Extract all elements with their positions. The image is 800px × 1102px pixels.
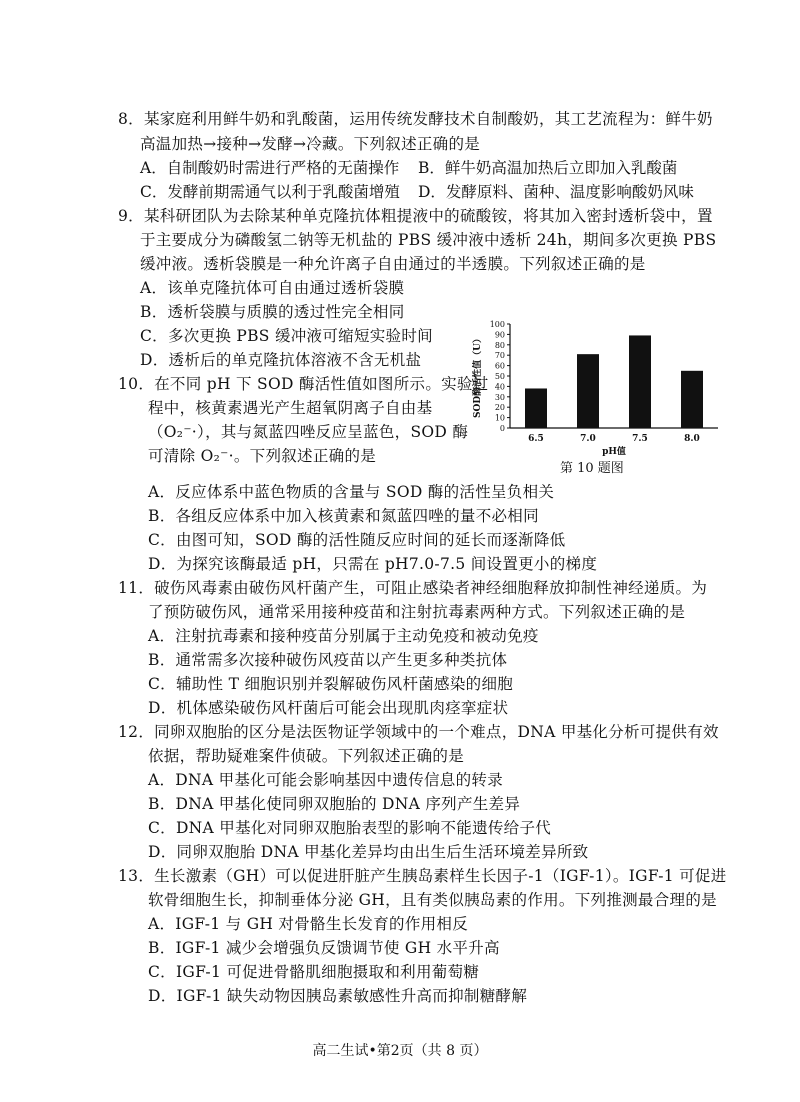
q12-stem-line-1: 12．同卵双胞胎的区分是法医物证学领域中的一个难点，DNA 甲基化分析可提供有效: [118, 723, 719, 741]
q12-option-d: D．同卵双胞胎 DNA 甲基化差异均由出生后生活环境差异所致: [148, 843, 589, 861]
q10-stem-line-2: 程中，核黄素遇光产生超氧阴离子自由基: [148, 399, 433, 417]
q10-stem-line-3: （O₂⁻·），其与氮蓝四唑反应呈蓝色，SOD 酶: [148, 423, 469, 441]
q10-stem-line-1: 10．在不同 pH 下 SOD 酶活性值如图所示。实验过: [118, 375, 489, 393]
page-footer: 高二生试•第2页（共 8 页）: [312, 1043, 488, 1059]
x-tick-label: 8.0: [684, 434, 700, 444]
x-tick-label: 6.5: [528, 434, 544, 444]
y-axis-title: SOD酶活性值（U）: [473, 334, 483, 418]
q8-stem-line-2: 高温加热→接种→发酵→冷藏。下列叙述正确的是: [140, 135, 481, 153]
bar-7.5: [629, 335, 651, 428]
q8-stem-line-1: 8．某家庭利用鲜牛奶和乳酸菌，运用传统发酵技术自制酸奶，其工艺流程为：鲜牛奶: [118, 110, 713, 128]
q12-stem-line-2: 依据，帮助疑难案件侦破。下列叙述正确的是: [148, 747, 465, 765]
q10-option-b: B．各组反应体系中加入核黄素和氮蓝四唑的量不必相同: [148, 507, 539, 525]
q11-option-c: C．辅助性 T 细胞识别并裂解破伤风杆菌感染的细胞: [148, 675, 514, 693]
x-tick-label: 7.0: [580, 434, 596, 444]
y-tick-label: 90: [494, 330, 505, 340]
q9-option-c: C．多次更换 PBS 缓冲液可缩短实验时间: [140, 327, 433, 345]
q13-option-c: C．IGF-1 可促进骨骼肌细胞摄取和利用葡萄糖: [148, 963, 480, 981]
q9-option-d: D．透析后的单克隆抗体溶液不含无机盐: [140, 351, 422, 369]
y-tick-label: 0: [499, 424, 505, 433]
q13-stem-line-2: 软骨细胞生长，抑制垂体分泌 GH，且有类似胰岛素的作用。下列推测最合理的是: [148, 891, 717, 909]
y-tick-label: 10: [494, 413, 505, 423]
q12-option-a: A．DNA 甲基化可能会影响基因中遗传信息的转录: [148, 771, 504, 789]
q8-option-b: B．鲜牛奶高温加热后立即加入乳酸菌: [418, 159, 678, 177]
q8-option-a: A．自制酸奶时需进行严格的无菌操作: [140, 159, 400, 177]
q12-option-c: C．DNA 甲基化对同卵双胞胎表型的影响不能遗传给子代: [148, 819, 552, 837]
bar-6.5: [525, 388, 547, 428]
q9-option-b: B．透析袋膜与质膜的透过性完全相同: [140, 303, 405, 321]
x-tick-label: 7.5: [632, 434, 648, 444]
q9-option-a: A．该单克隆抗体可自由通过透析袋膜: [140, 279, 405, 297]
q11-option-d: D．机体感染破伤风杆菌后可能会出现肌肉痉挛症状: [148, 699, 509, 717]
y-tick-label: 40: [494, 382, 505, 392]
q9-stem-line-3: 缓冲液。透析袋膜是一种允许离子自由通过的半透膜。下列叙述正确的是: [140, 255, 646, 273]
q10-stem-line-4: 可清除 O₂⁻·。下列叙述正确的是: [148, 447, 377, 465]
y-tick-label: 50: [494, 372, 505, 381]
q10-option-c: C．由图可知，SOD 酶的活性随反应时间的延长而逐渐降低: [148, 531, 566, 549]
q9-stem-line-1: 9．某科研团队为去除某种单克隆抗体粗提液中的硫酸铵，将其加入密封透析袋中，置: [118, 207, 713, 225]
y-tick-label: 100: [489, 320, 505, 329]
q13-option-b: B．IGF-1 减少会增强负反馈调节使 GH 水平升高: [148, 939, 500, 957]
y-tick-label: 60: [494, 361, 505, 371]
q13-option-a: A．IGF-1 与 GH 对骨骼生长发育的作用相反: [148, 915, 469, 933]
q12-option-b: B．DNA 甲基化使同卵双胞胎的 DNA 序列产生差异: [148, 795, 521, 813]
y-tick-label: 20: [494, 403, 505, 413]
q11-option-b: B．通常需多次接种破伤风疫苗以产生更多种类抗体: [148, 651, 508, 669]
q8-option-d: D．发酵原料、菌种、温度影响酸奶风味: [418, 183, 694, 201]
q10-option-d: D．为探究该酶最适 pH，只需在 pH7.0-7.5 间设置更小的梯度: [148, 555, 598, 573]
figure-caption: 第 10 题图: [560, 461, 624, 476]
y-tick-label: 70: [494, 351, 505, 361]
bar-7.0: [577, 354, 599, 428]
y-tick-label: 80: [494, 340, 505, 350]
q13-stem-line-1: 13．生长激素（GH）可以促进肝脏产生胰岛素样生长因子-1（IGF-1）。IGF-1 可促进: [118, 867, 727, 885]
q9-stem-line-2: 于主要成分为磷酸氢二钠等无机盐的 PBS 缓冲液中透析 24h，期间多次更换 PBS: [140, 231, 717, 249]
q11-stem-line-1: 11．破伤风毒素由破伤风杆菌产生，可阻止感染者神经细胞释放抑制性神经递质。为: [118, 579, 708, 597]
q11-stem-line-2: 了预防破伤风，通常采用接种疫苗和注射抗毒素两种方式。下列叙述正确的是: [148, 603, 686, 621]
q10-option-a: A．反应体系中蓝色物质的含量与 SOD 酶的活性呈负相关: [148, 483, 555, 501]
x-axis-title: pH值: [602, 447, 626, 457]
bar-8.0: [681, 371, 703, 428]
q8-option-c: C．发酵前期需通气以利于乳酸菌增殖: [140, 183, 400, 201]
y-tick-label: 30: [494, 392, 505, 402]
chart-svg: [468, 316, 728, 461]
q11-option-a: A．注射抗毒素和接种疫苗分别属于主动免疫和被动免疫: [148, 627, 539, 645]
q13-option-d: D．IGF-1 缺失动物因胰岛素敏感性升高而抑制糖酵解: [148, 987, 528, 1005]
